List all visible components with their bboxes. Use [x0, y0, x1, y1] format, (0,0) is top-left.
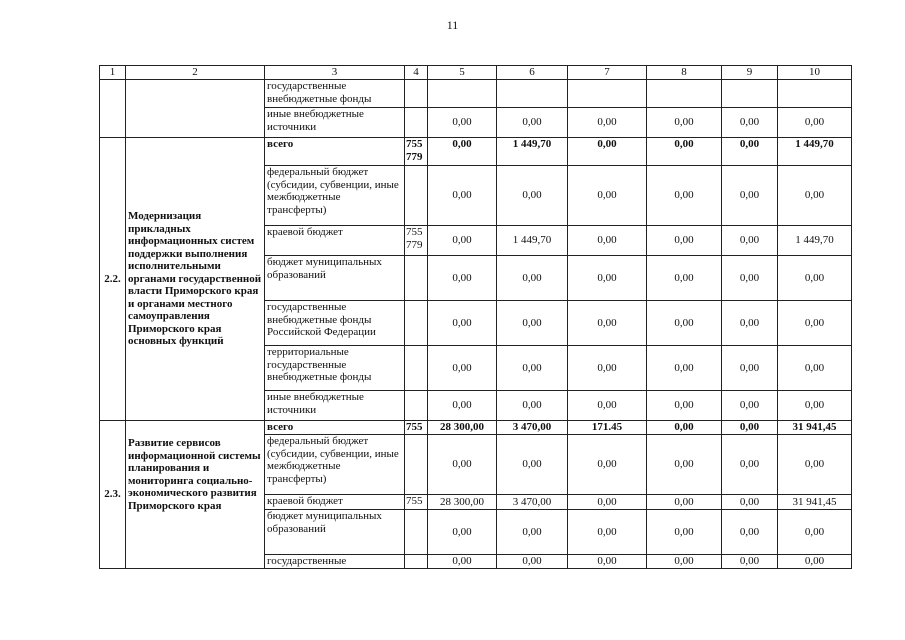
- value-cell: 0,00: [647, 510, 722, 555]
- value-cell: 0,00: [722, 226, 778, 256]
- value-cell: 171.45: [568, 421, 647, 435]
- value-cell: 0,00: [778, 510, 852, 555]
- value-cell: 0,00: [568, 138, 647, 166]
- value-cell: 31 941,45: [778, 421, 852, 435]
- value-cell: 0,00: [647, 138, 722, 166]
- empty-cell: [126, 80, 265, 138]
- section-description: Развитие сервисов информационной системы планирования и мониторинга социально-экономического развития Приморского края: [126, 421, 265, 569]
- code-cell: [405, 346, 428, 391]
- value-cell: 0,00: [647, 301, 722, 346]
- value-cell: 0,00: [778, 301, 852, 346]
- section-description: Модернизация прикладных информационных систем поддержки выполнения исполнительными органами государственной власти Приморского края и органами местного самоуправления Приморского края основных функций: [126, 138, 265, 421]
- source-cell: федеральный бюджет (субсидии, субвенции, иные межбюджетные трансферты): [265, 166, 405, 226]
- code-cell: 755 779: [405, 138, 428, 166]
- value-cell: 0,00: [568, 226, 647, 256]
- value-cell: 0,00: [497, 301, 568, 346]
- value-cell: 0,00: [497, 510, 568, 555]
- header-cell: 3: [265, 66, 405, 80]
- value-cell: 1 449,70: [778, 138, 852, 166]
- value-cell: 1 449,70: [497, 138, 568, 166]
- code-cell: [405, 391, 428, 421]
- value-cell: 0,00: [722, 346, 778, 391]
- value-cell: 0,00: [568, 256, 647, 301]
- source-cell: краевой бюджет: [265, 226, 405, 256]
- value-cell: 0,00: [428, 346, 497, 391]
- value-cell: 0,00: [428, 226, 497, 256]
- empty-cell: [100, 80, 126, 138]
- value-cell: 0,00: [778, 346, 852, 391]
- value-cell: 0,00: [568, 166, 647, 226]
- source-cell: всего: [265, 138, 405, 166]
- source-cell: краевой бюджет: [265, 495, 405, 510]
- value-cell: 0,00: [778, 108, 852, 138]
- value-cell: 1 449,70: [497, 226, 568, 256]
- table-row: [100, 421, 852, 435]
- value-cell: 31 941,45: [778, 495, 852, 510]
- source-cell: иные внебюджетные источники: [265, 391, 405, 421]
- value-cell: 0,00: [722, 495, 778, 510]
- page-number: 11: [446, 18, 459, 32]
- budget-table: [99, 65, 852, 569]
- value-cell: 0,00: [497, 435, 568, 495]
- value-cell: 0,00: [722, 435, 778, 495]
- value-cell: 0,00: [647, 391, 722, 421]
- value-cell: 0,00: [428, 435, 497, 495]
- value-cell: 0,00: [722, 555, 778, 569]
- header-cell: 4: [405, 66, 428, 80]
- source-cell: иные внебюджетные источники: [265, 108, 405, 138]
- value-cell: 0,00: [568, 108, 647, 138]
- source-cell: территориальные государственные внебюджетные фонды: [265, 346, 405, 391]
- header-cell: 7: [568, 66, 647, 80]
- code-cell: 755 779: [405, 226, 428, 256]
- header-cell: 9: [722, 66, 778, 80]
- value-cell: 0,00: [428, 301, 497, 346]
- value-cell: 0,00: [722, 391, 778, 421]
- value-cell: 0,00: [722, 421, 778, 435]
- value-cell: 0,00: [568, 346, 647, 391]
- code-cell: [405, 256, 428, 301]
- value-cell: 0,00: [428, 166, 497, 226]
- header-cell: 10: [778, 66, 852, 80]
- code-cell: [405, 435, 428, 495]
- code-cell: [405, 301, 428, 346]
- header-cell: 8: [647, 66, 722, 80]
- value-cell: 0,00: [428, 391, 497, 421]
- value-cell: 0,00: [568, 510, 647, 555]
- source-cell: бюджет муниципальных образований: [265, 510, 405, 555]
- value-cell: 0,00: [647, 346, 722, 391]
- value-cell: 0,00: [647, 555, 722, 569]
- header-row: [100, 66, 852, 80]
- value-cell: 0,00: [497, 346, 568, 391]
- code-cell: [405, 510, 428, 555]
- value-cell: 0,00: [568, 301, 647, 346]
- value-cell: 0,00: [568, 555, 647, 569]
- value-cell: 0,00: [722, 256, 778, 301]
- value-cell: 0,00: [647, 226, 722, 256]
- value-cell: 0,00: [647, 108, 722, 138]
- value-cell: 0,00: [778, 435, 852, 495]
- value-cell: 0,00: [778, 256, 852, 301]
- value-cell: 3 470,00: [497, 495, 568, 510]
- value-cell: 28 300,00: [428, 495, 497, 510]
- header-cell: 6: [497, 66, 568, 80]
- value-cell: 0,00: [497, 108, 568, 138]
- value-cell: 28 300,00: [428, 421, 497, 435]
- source-cell: бюджет муниципальных образований: [265, 256, 405, 301]
- value-cell: 0,00: [722, 166, 778, 226]
- source-cell: всего: [265, 421, 405, 435]
- value-cell: 0,00: [722, 138, 778, 166]
- source-cell: государственные: [265, 555, 405, 569]
- section-number: 2.2.: [100, 138, 126, 421]
- value-cell: 0,00: [722, 108, 778, 138]
- value-cell: 0,00: [428, 555, 497, 569]
- section-number: 2.3.: [100, 421, 126, 569]
- value-cell: 1 449,70: [778, 226, 852, 256]
- value-cell: 0,00: [497, 555, 568, 569]
- table-row: [100, 138, 852, 166]
- value-cell: 0,00: [497, 166, 568, 226]
- value-cell: 0,00: [647, 435, 722, 495]
- header-cell: 1: [100, 66, 126, 80]
- source-cell: федеральный бюджет (субсидии, субвенции, иные межбюджетные трансферты): [265, 435, 405, 495]
- value-cell: 0,00: [428, 138, 497, 166]
- value-cell: 0,00: [647, 421, 722, 435]
- source-cell: государственные внебюджетные фонды: [265, 80, 405, 108]
- value-cell: 3 470,00: [497, 421, 568, 435]
- value-cell: 0,00: [647, 166, 722, 226]
- code-cell: 755: [405, 421, 428, 435]
- value-cell: 0,00: [497, 391, 568, 421]
- header-cell: 2: [126, 66, 265, 80]
- value-cell: 0,00: [647, 495, 722, 510]
- value-cell: 0,00: [428, 256, 497, 301]
- value-cell: 0,00: [647, 256, 722, 301]
- code-cell: [405, 555, 428, 569]
- value-cell: 0,00: [568, 435, 647, 495]
- value-cell: 0,00: [428, 108, 497, 138]
- value-cell: 0,00: [778, 166, 852, 226]
- value-cell: 0,00: [778, 555, 852, 569]
- code-cell: [405, 166, 428, 226]
- value-cell: 0,00: [722, 301, 778, 346]
- source-cell: государственные внебюджетные фонды Российской Федерации: [265, 301, 405, 346]
- value-cell: 0,00: [778, 391, 852, 421]
- value-cell: 0,00: [722, 510, 778, 555]
- value-cell: 0,00: [428, 510, 497, 555]
- header-cell: 5: [428, 66, 497, 80]
- value-cell: 0,00: [568, 495, 647, 510]
- value-cell: 0,00: [568, 391, 647, 421]
- code-cell: 755: [405, 495, 428, 510]
- table-row: [100, 80, 852, 108]
- value-cell: 0,00: [497, 256, 568, 301]
